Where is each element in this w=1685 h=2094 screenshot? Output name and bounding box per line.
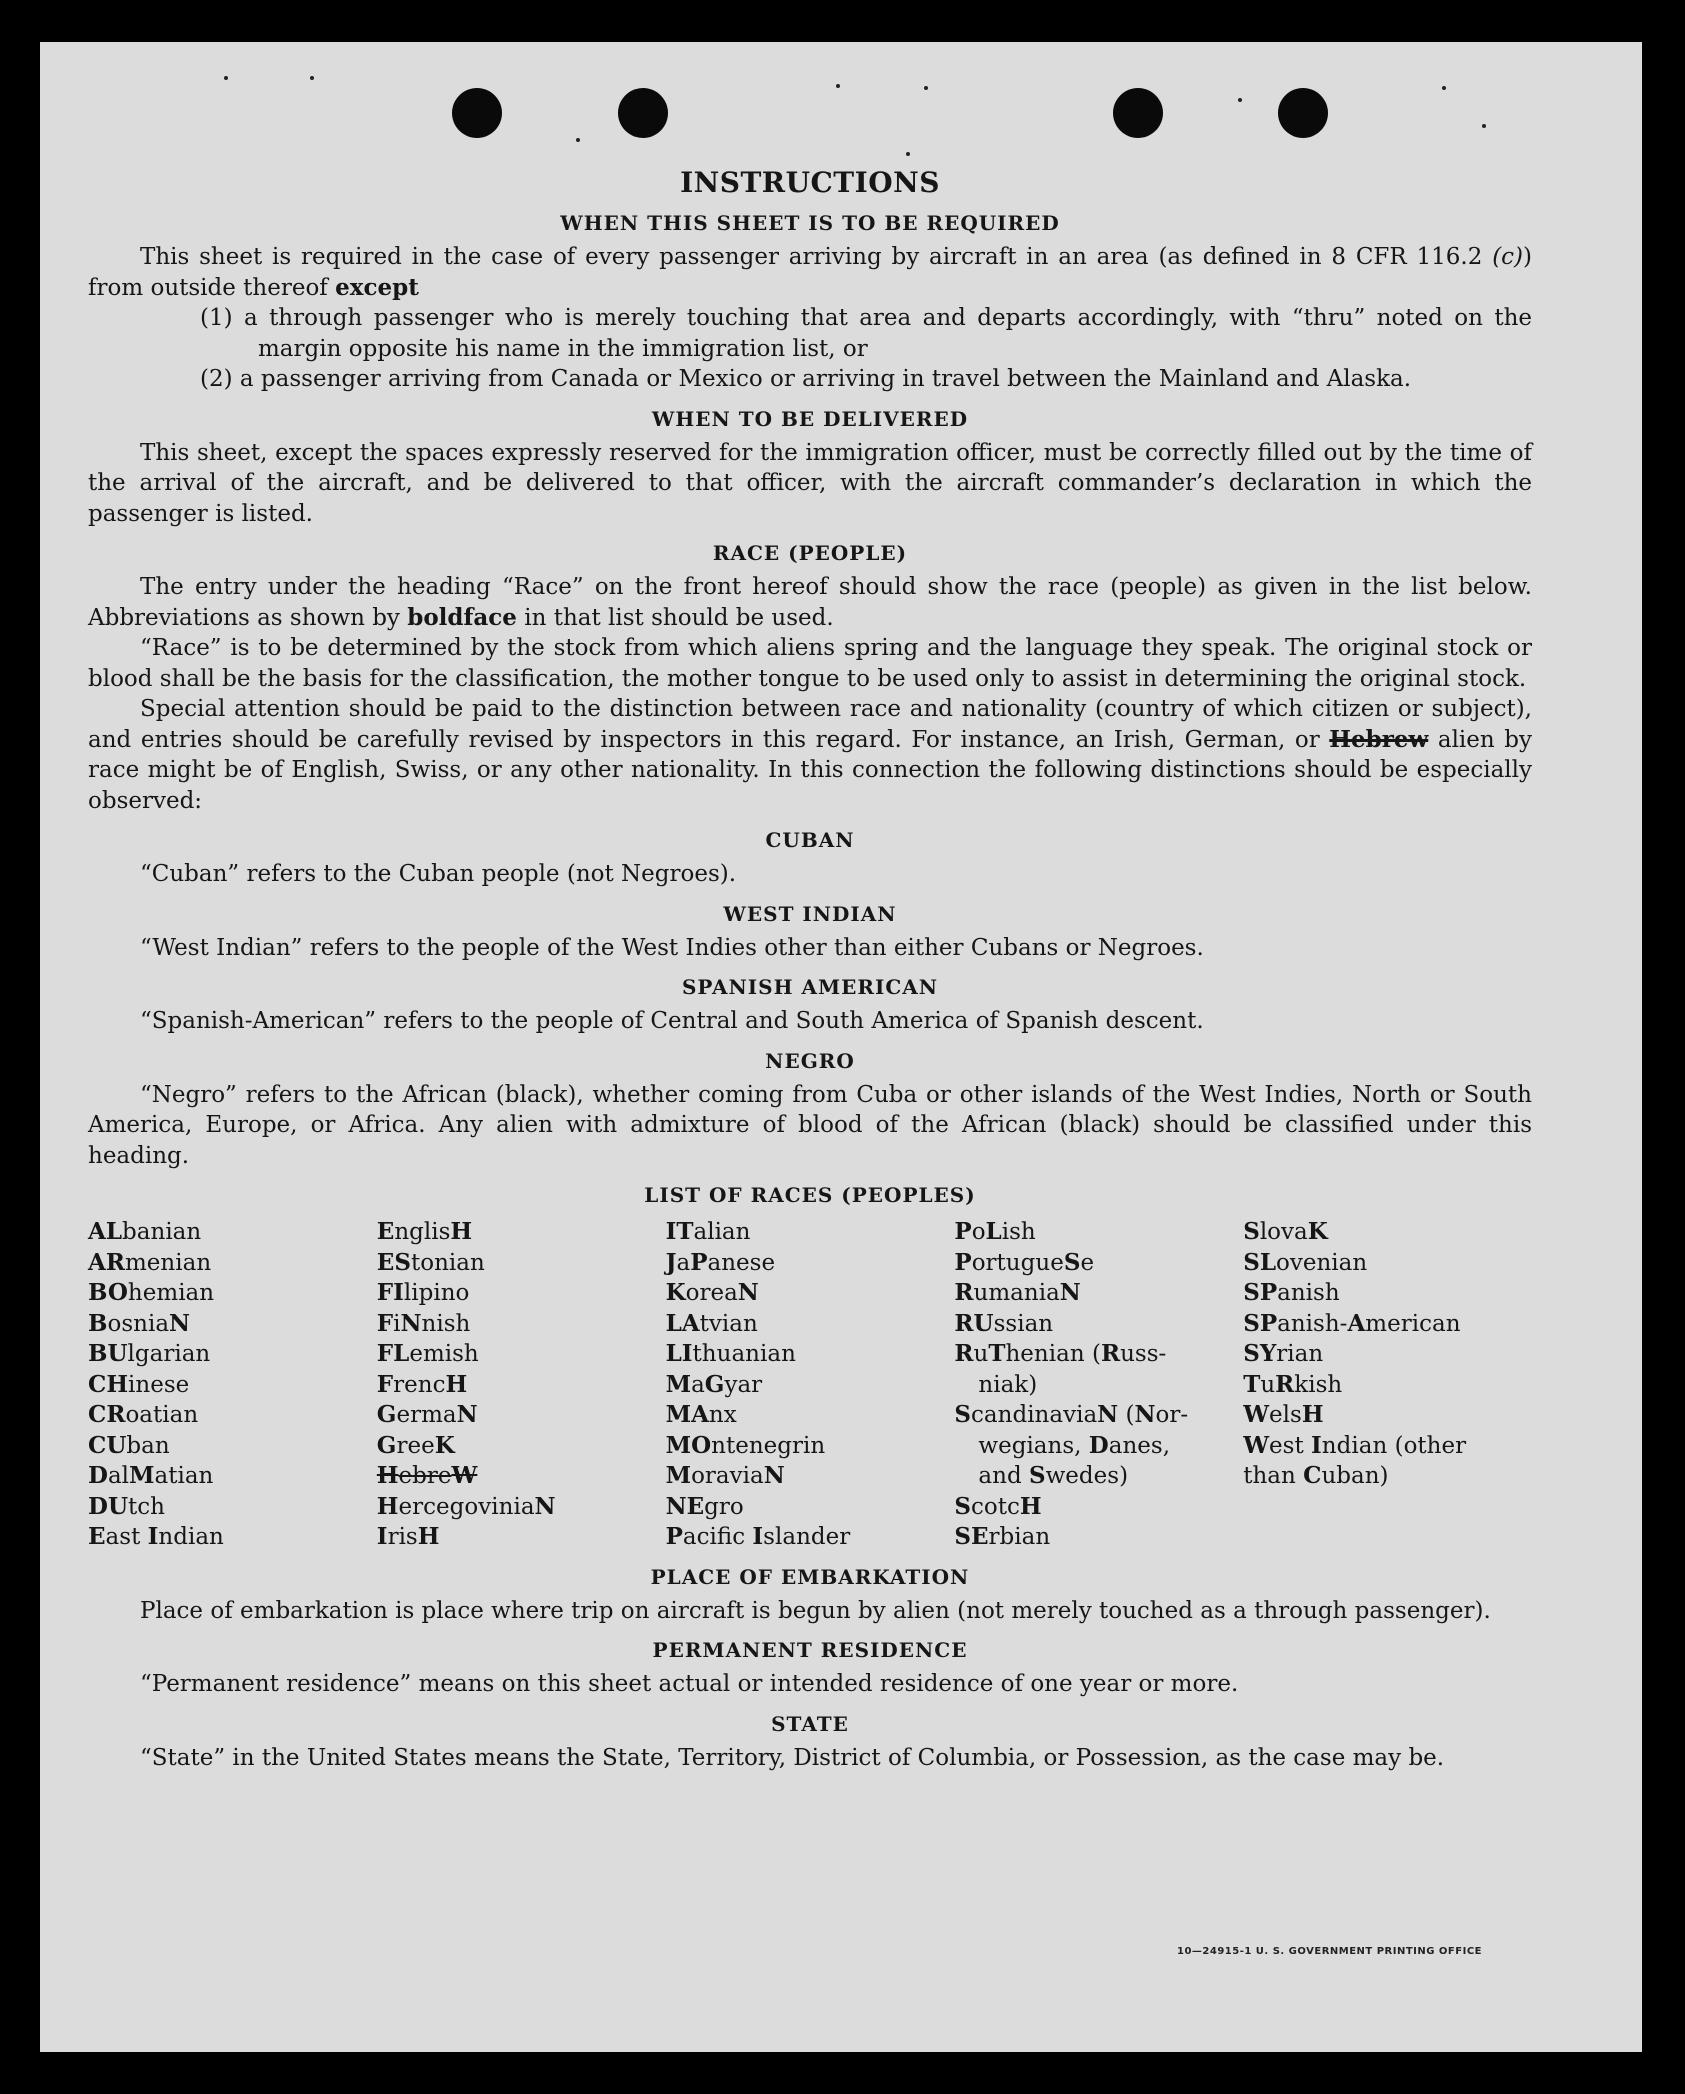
bold-span: except <box>335 273 419 301</box>
race-entry: LIthuanian <box>665 1340 796 1367</box>
race-entry: EStonian <box>376 1248 485 1276</box>
race-entry: FIlipino <box>376 1279 470 1306</box>
race-entry: CRoatian <box>88 1401 199 1428</box>
race-entry: BOhemian <box>88 1279 215 1306</box>
heading-permanent-residence: PERMANENT RESIDENCE <box>652 1638 968 1662</box>
races-column-4 <box>954 1217 1243 1553</box>
punch-hole-2 <box>618 88 668 138</box>
race-entry: HercegoviniaN <box>376 1492 556 1520</box>
scan-speck <box>576 138 580 142</box>
punch-hole-3 <box>1113 88 1163 138</box>
text-span: The entry under the heading “Race” on the front hereof should show the race (people) as given in the list below. Abbreviations as shown by <box>88 574 1532 631</box>
race-entry: GreeK <box>376 1431 455 1459</box>
heading-negro: NEGRO <box>765 1048 855 1073</box>
punch-hole-4 <box>1278 88 1328 138</box>
text-span: in that list should be used. <box>516 604 834 631</box>
race-entry: East Indian <box>88 1523 224 1550</box>
heading-west-indian: WEST INDIAN <box>723 901 897 926</box>
paragraph-negro: “Negro” refers to the African (black), whether coming from Cuba or other islands of the West Indies, North or South America, Europe, or Africa. Any alien with admixture of blood of the African (black) should be classified under this heading. <box>88 1081 1532 1169</box>
race-entry: SPanish-American <box>1243 1309 1461 1337</box>
race-entry: Pacifc Islander <box>665 1523 851 1550</box>
race-entry: SErbian <box>954 1523 1051 1550</box>
race-entry: MaGyar <box>665 1370 763 1398</box>
race-entry: ScandinaviaN (Nor- <box>954 1401 1189 1428</box>
race-entry: ARmenian <box>88 1248 212 1276</box>
race-entry: BosniaN <box>88 1309 191 1337</box>
heading-list-of-races: LIST OF RACES (PEOPLES) <box>644 1183 976 1207</box>
race-entry: PoLish <box>954 1218 1036 1245</box>
instructions-content <box>88 166 1532 1773</box>
race-entry: ITalian <box>665 1218 751 1245</box>
race-entry: LAtvian <box>665 1309 758 1337</box>
races-column-5 <box>1243 1217 1532 1553</box>
race-entry: than Cuban) <box>1243 1462 1389 1489</box>
race-entry: RuThenian (Russ- <box>954 1340 1167 1367</box>
exception-2: (2) a passenger arriving from Canada or Mexico or arriving in travel between the Mainland and Alaska. <box>200 366 1412 392</box>
race-entry: and Swedes) <box>978 1462 1129 1489</box>
race-entry: wegians, Danes, <box>978 1431 1171 1459</box>
paragraph-when-delivered: This sheet, except the spaces expressly reserved for the immigration officer, must be correctly filled out by the time of the arrival of the aircraft, and be delivered to that officer, with the aircraft commander’s declaration in which the passenger is listed. <box>88 439 1532 527</box>
scan-speck <box>1482 124 1486 128</box>
heading-race: RACE (PEOPLE) <box>712 541 908 565</box>
race-entry: EnglisH <box>376 1218 473 1245</box>
italic-span: (c) <box>1492 244 1524 270</box>
race-entry: GermaN <box>376 1401 478 1428</box>
race-entry: BUlgarian <box>88 1340 211 1367</box>
scan-speck <box>1238 98 1242 102</box>
race-entry: SYrian <box>1243 1340 1324 1367</box>
race-entry: SlovaK <box>1243 1218 1328 1245</box>
races-column-3 <box>666 1217 955 1553</box>
race-entry: ScotcH <box>954 1492 1042 1520</box>
paragraph-race-3 <box>88 694 1532 816</box>
paragraph-west-indian: “West Indian” refers to the people of the West Indies other than either Cubans or Negroes. <box>140 934 1204 961</box>
text-span: ) from outside thereof <box>88 244 1532 301</box>
scan-speck <box>924 86 928 90</box>
heading-state: STATE <box>771 1711 849 1736</box>
heading-when-required: WHEN THIS SHEET IS TO BE REQUIRED <box>560 211 1060 235</box>
paragraph-race-2: “Race” is to be determined by the stock from which aliens spring and the language they speak. The original stock or blood shall be the basis for the classification, the mother tongue to be used only to assist in determining the original stock. <box>88 635 1532 692</box>
race-entry: DalMatian <box>88 1462 214 1489</box>
printer-imprint: 10—24915-1 U. S. GOVERNMENT PRINTING OFFICE <box>1177 1946 1482 1957</box>
text-span: alien by race might be of English, Swiss, or any other nationality. In this connection the following distinctions should be especially observed: <box>88 726 1533 814</box>
race-entry: West Indian (other <box>1243 1431 1467 1459</box>
document-sheet <box>40 42 1642 2052</box>
race-entry: CUban <box>88 1431 170 1459</box>
race-entry: NEgro <box>665 1492 744 1520</box>
paragraph-permanent-residence: “Permanent residence” means on this sheet actual or intended residence of one year or more. <box>140 1671 1239 1697</box>
struck-word: Hebrew <box>1329 725 1429 753</box>
race-entry: TuRkish <box>1243 1370 1343 1398</box>
race-entry: IrisH <box>376 1523 440 1550</box>
scan-speck <box>906 152 910 156</box>
paragraph-spanish-american: “Spanish-American” refers to the people of Central and South America of Spanish descent. <box>140 1008 1204 1034</box>
race-entry: JaPanese <box>665 1248 776 1276</box>
race-entry: DUtch <box>88 1492 165 1520</box>
paragraph-race-1 <box>88 572 1532 633</box>
scan-speck <box>1442 86 1446 90</box>
races-column-1 <box>88 1217 377 1553</box>
scan-speck <box>836 84 840 88</box>
races-list <box>88 1217 1532 1553</box>
race-entry: RumaniaN <box>954 1279 1081 1306</box>
race-entry: SLovenian <box>1243 1248 1368 1276</box>
punch-hole-1 <box>452 88 502 138</box>
race-entry: MAnx <box>665 1401 737 1428</box>
race-entry: RUssian <box>954 1309 1054 1337</box>
scan-speck <box>310 76 314 80</box>
race-entry: CHinese <box>88 1370 190 1398</box>
race-entry: niak) <box>978 1371 1038 1398</box>
text-span: This sheet is required in the case of every passenger arriving by aircraft in an area (as defined in 8 CFR 116.2 <box>140 244 1493 270</box>
race-entry: FLemish <box>376 1340 479 1367</box>
race-entry: FrencH <box>376 1370 468 1398</box>
heading-embarkation: PLACE OF EMBARKATION <box>650 1564 970 1589</box>
exception-1: (1) a through passenger who is merely touching that area and departs accordingly, with “thru” noted on the margin opposite his name in the immigration list, or <box>200 305 1532 362</box>
race-entry: SPanish <box>1243 1279 1340 1306</box>
paragraph-embarkation: Place of embarkation is place where trip on aircraft is begun by alien (not merely touched as a through passenger). <box>140 1597 1491 1624</box>
race-entry: ALbanian <box>88 1218 202 1245</box>
bold-span: boldface <box>407 603 517 631</box>
races-column-2 <box>377 1217 666 1553</box>
paragraph-state: “State” in the United States means the State, Territory, District of Columbia, or Possession, as the case may be. <box>140 1744 1445 1771</box>
text-span: Special attention should be paid to the distinction between race and nationality (country of which citizen or subject), and entries should be carefully revised by inspectors in this regard. For instance, an Irish, German, or <box>88 696 1532 753</box>
heading-spanish-american: SPANISH AMERICAN <box>681 975 939 999</box>
scan-speck <box>224 76 228 80</box>
page-title: INSTRUCTIONS <box>680 166 940 199</box>
race-entry: KoreaN <box>665 1279 759 1306</box>
heading-cuban: CUBAN <box>765 828 855 852</box>
paragraph-cuban: “Cuban” refers to the Cuban people (not Negroes). <box>140 861 737 887</box>
heading-when-delivered: WHEN TO BE DELIVERED <box>651 406 969 431</box>
race-entry: MoraviaN <box>665 1462 785 1489</box>
paragraph-when-required <box>88 242 1532 303</box>
race-entry: WelsH <box>1243 1401 1324 1428</box>
race-entry: PortugueSe <box>954 1248 1095 1276</box>
race-entry: FiNnish <box>376 1309 471 1337</box>
race-entry: MOntenegrin <box>665 1431 826 1459</box>
race-entry: HebreW <box>376 1462 478 1489</box>
